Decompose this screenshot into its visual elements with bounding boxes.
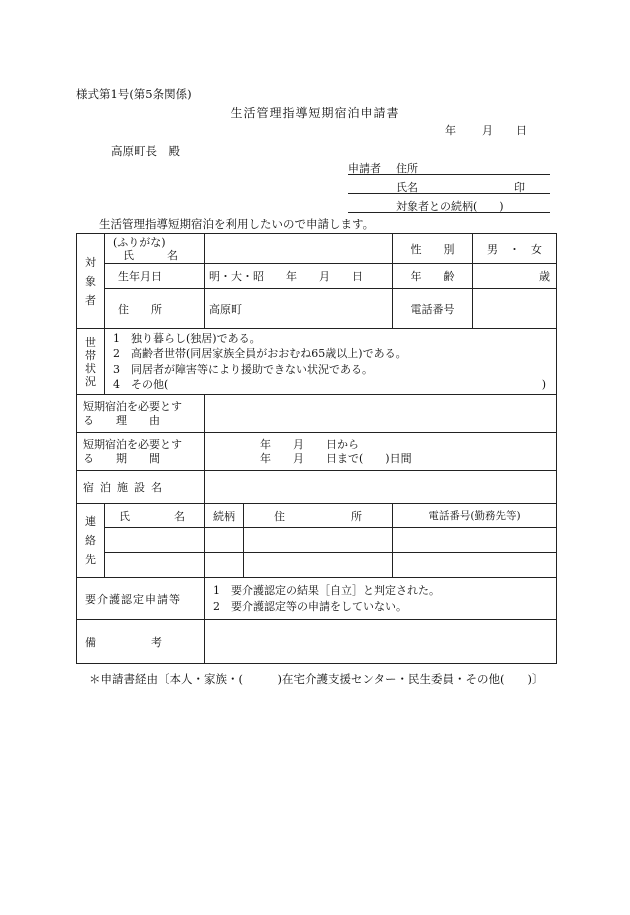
applicant-address-underline [348, 174, 550, 175]
reason-label: 短期宿泊を必要とす る 理 由 [77, 395, 205, 433]
age-label: 年 齢 [393, 264, 473, 289]
household-option-4[interactable]: 4 その他( ) [113, 378, 546, 391]
period-from: 年 月 日から [260, 437, 359, 451]
subject-name-label-cell [105, 234, 205, 264]
care-option-2[interactable]: 2 要介護認定等の申請をしていない。 [213, 599, 407, 613]
phone-field[interactable] [473, 289, 557, 329]
contact-1-name-field[interactable] [105, 528, 205, 553]
applicant-seal-label: 印 [514, 181, 525, 194]
form-number: 様式第1号(第5条関係) [76, 87, 192, 101]
intro-text: 生活管理指導短期宿泊を利用したいので申請します。 [99, 217, 375, 231]
phone-label: 電話番号 [393, 289, 473, 329]
footer-note: ＊申請書経由〔本人・家族・( )在宅介護支援センター・民生委員・その他( )〕 [89, 672, 544, 686]
gender-field[interactable]: 男 ・ 女 [473, 234, 557, 264]
birth-field[interactable]: 明・大・昭 年 月 日 [205, 264, 393, 289]
address-label: 住 所 [105, 289, 205, 329]
form-title: 生活管理指導短期宿泊申請書 [230, 106, 400, 120]
applicant-relation-underline [348, 212, 550, 213]
applicant-name-underline [348, 193, 550, 194]
remarks-label: 備 考 [77, 620, 205, 664]
household-header: 世 帯 状 況 [77, 329, 105, 395]
date-year-label: 年 [445, 124, 456, 137]
contact-phone-header: 電話番号(勤務先等) [393, 504, 557, 528]
age-field[interactable]: 歳 [473, 264, 557, 289]
subject-header: 対 象 者 [77, 234, 105, 329]
care-option-1[interactable]: 1 要介護認定の結果［自立］と判定された。 [213, 584, 440, 597]
date-day-label: 日 [516, 124, 527, 137]
facility-field[interactable] [205, 471, 557, 504]
household-option-2[interactable]: 2 高齢者世帯(同居家族全員がおおむね65歳以上)である。 [113, 347, 407, 360]
contact-2-name-field[interactable] [105, 553, 205, 578]
subject-name-field[interactable] [205, 234, 393, 264]
household-option-1[interactable]: 1 独り暮らし(独居)である。 [113, 331, 261, 345]
contact-2-address-field[interactable] [244, 553, 393, 578]
contact-name-header: 氏 名 [105, 504, 205, 528]
period-field[interactable] [205, 433, 557, 471]
addressee: 高原町長 殿 [111, 144, 180, 158]
contact-1-address-field[interactable] [244, 528, 393, 553]
gender-label: 性 別 [393, 234, 473, 264]
contact-1-phone-field[interactable] [393, 528, 557, 553]
subject-name-label: 氏 名 [123, 248, 178, 262]
period-label: 短期宿泊を必要とす る 期 間 [77, 433, 205, 471]
household-option-3[interactable]: 3 同居者が障害等により援助できない状況である。 [113, 362, 373, 376]
reason-field[interactable] [205, 395, 557, 433]
applicant-relation-label: 対象者との続柄( ) [396, 200, 504, 213]
contact-1-relation-field[interactable] [205, 528, 244, 553]
application-form-table [76, 233, 557, 664]
period-to: 年 月 日まで( )日間 [260, 451, 412, 465]
remarks-field[interactable] [205, 620, 557, 664]
applicant-label: 申請者 [348, 162, 381, 175]
contact-relation-header: 続柄 [205, 504, 244, 528]
contact-2-relation-field[interactable] [205, 553, 244, 578]
household-options[interactable] [105, 329, 557, 395]
furigana-label: (ふりがな) [113, 235, 166, 249]
facility-label: 宿泊施設名 [77, 471, 205, 504]
contact-address-header: 住 所 [244, 504, 393, 528]
care-label: 要介護認定申請等 [77, 578, 205, 620]
care-options[interactable] [205, 578, 557, 620]
date-month-label: 月 [482, 124, 493, 137]
address-field[interactable]: 高原町 [205, 289, 393, 329]
birth-label: 生年月日 [105, 264, 205, 289]
contact-2-phone-field[interactable] [393, 553, 557, 578]
applicant-address-label: 住所 [396, 162, 418, 175]
applicant-name-label: 氏名 [396, 181, 418, 194]
contact-header: 連 絡 先 [77, 504, 105, 578]
